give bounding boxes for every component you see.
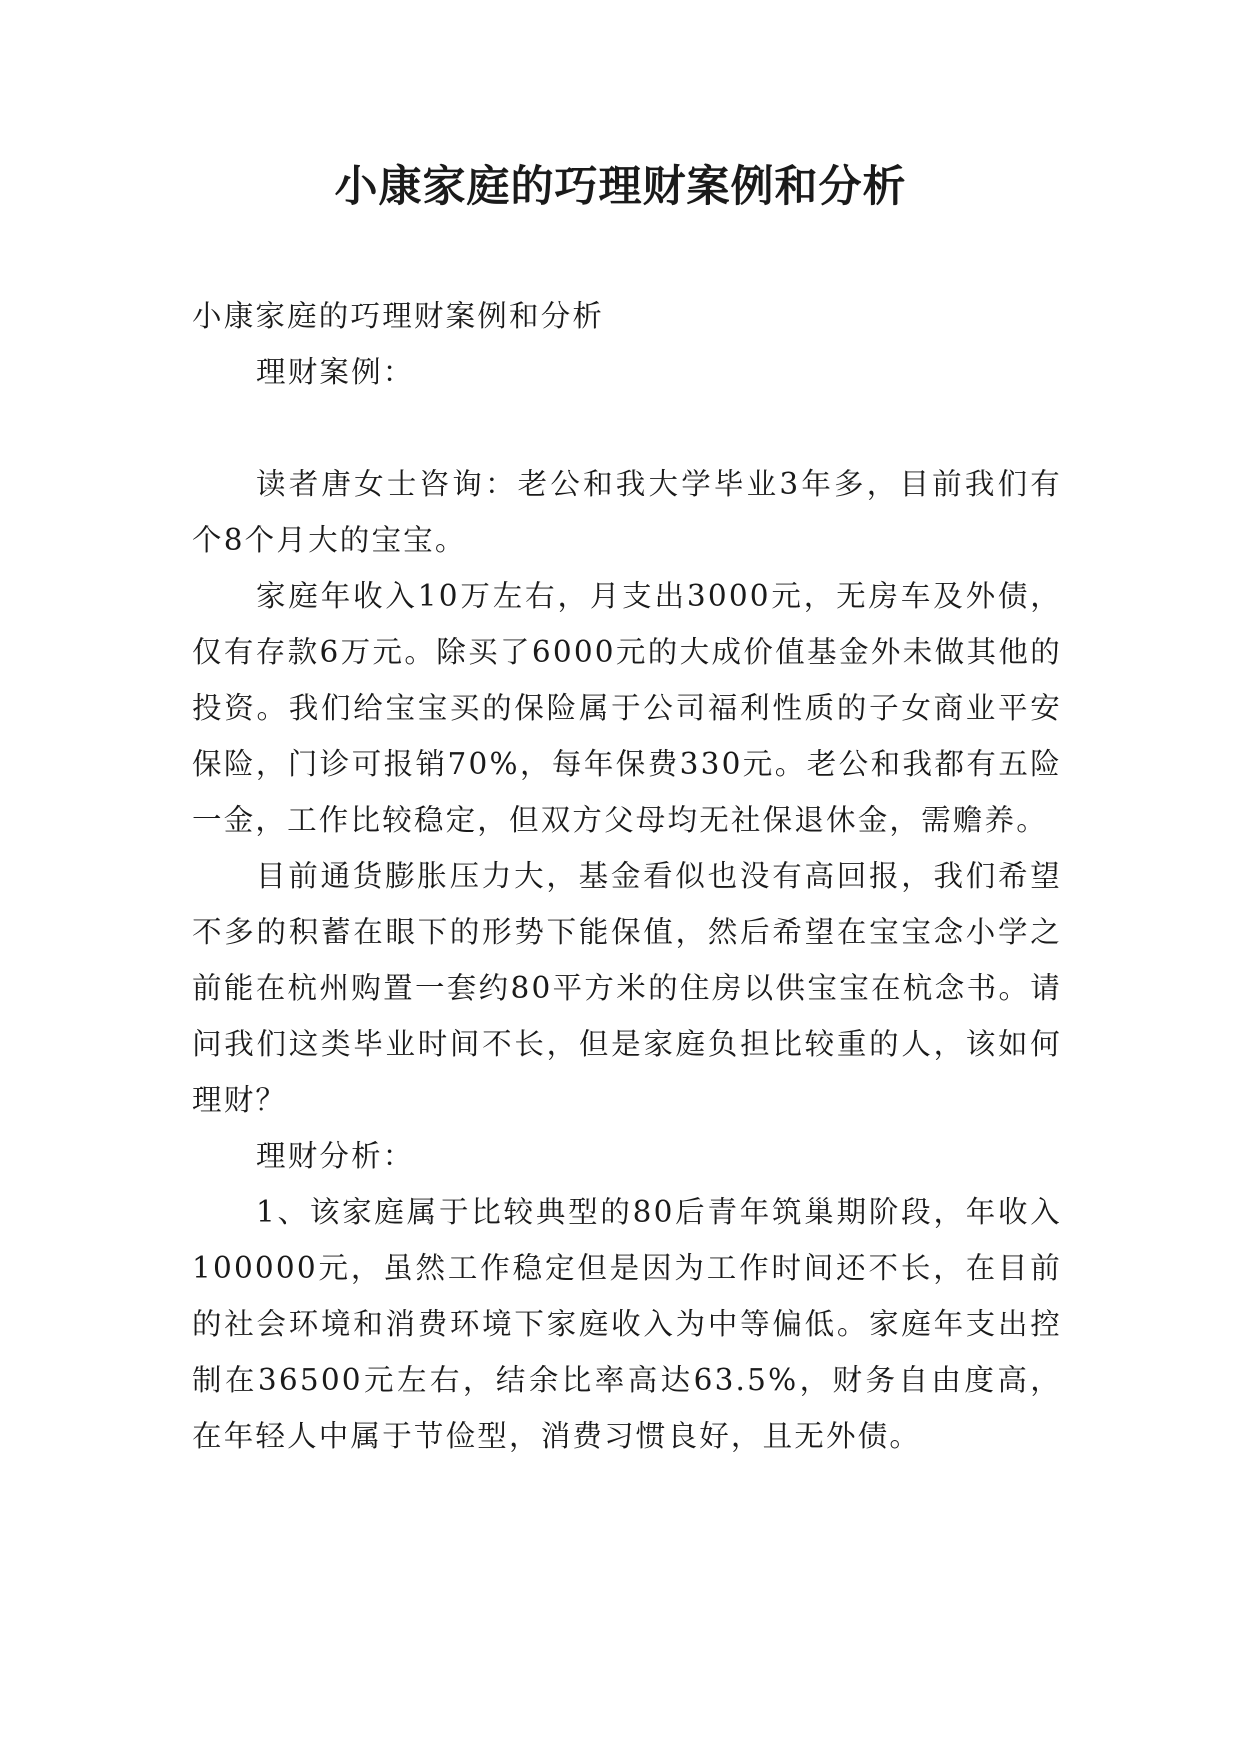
- document-title: 小康家庭的巧理财案例和分析: [334, 162, 907, 212]
- document-body: [192, 288, 1062, 1464]
- paragraph-goals: 目前通货膨胀压力大，基金看似也没有高回报，我们希望不多的积蓄在眼下的形势下能保值，然后希望在宝宝念小学之前能在杭州购置一套约80平方米的住房以供宝宝在杭念书。请问我们这类毕业时间不长，但是家庭负担比较重的人，该如何理财？: [192, 859, 1062, 1117]
- section-heading-analysis: 理财分析：: [256, 1139, 415, 1173]
- section-heading-case: 理财案例：: [256, 355, 415, 389]
- paragraph-analysis-1: 1、该家庭属于比较典型的80后青年筑巢期阶段，年收入100000元，虽然工作稳定但是因为工作时间还不长，在目前的社会环境和消费环境下家庭收入为中等偏低。家庭年支出控制在36500元左右，结余比率高达63.5%，财务自由度高，在年轻人中属于节俭型，消费习惯良好，且无外债。: [192, 1195, 1062, 1453]
- document-subtitle: 小康家庭的巧理财案例和分析: [192, 299, 605, 333]
- paragraph-finances: 家庭年收入10万左右，月支出3000元，无房车及外债，仅有存款6万元。除买了6000元的大成价值基金外未做其他的投资。我们给宝宝买的保险属于公司福利性质的子女商业平安保险，门诊可报销70%，每年保费330元。老公和我都有五险一金，工作比较稳定，但双方父母均无社保退休金，需赡养。: [192, 579, 1062, 837]
- paragraph-gap: [192, 400, 1062, 456]
- paragraph-inquiry: 读者唐女士咨询：老公和我大学毕业3年多，目前我们有个8个月大的宝宝。: [192, 467, 1062, 557]
